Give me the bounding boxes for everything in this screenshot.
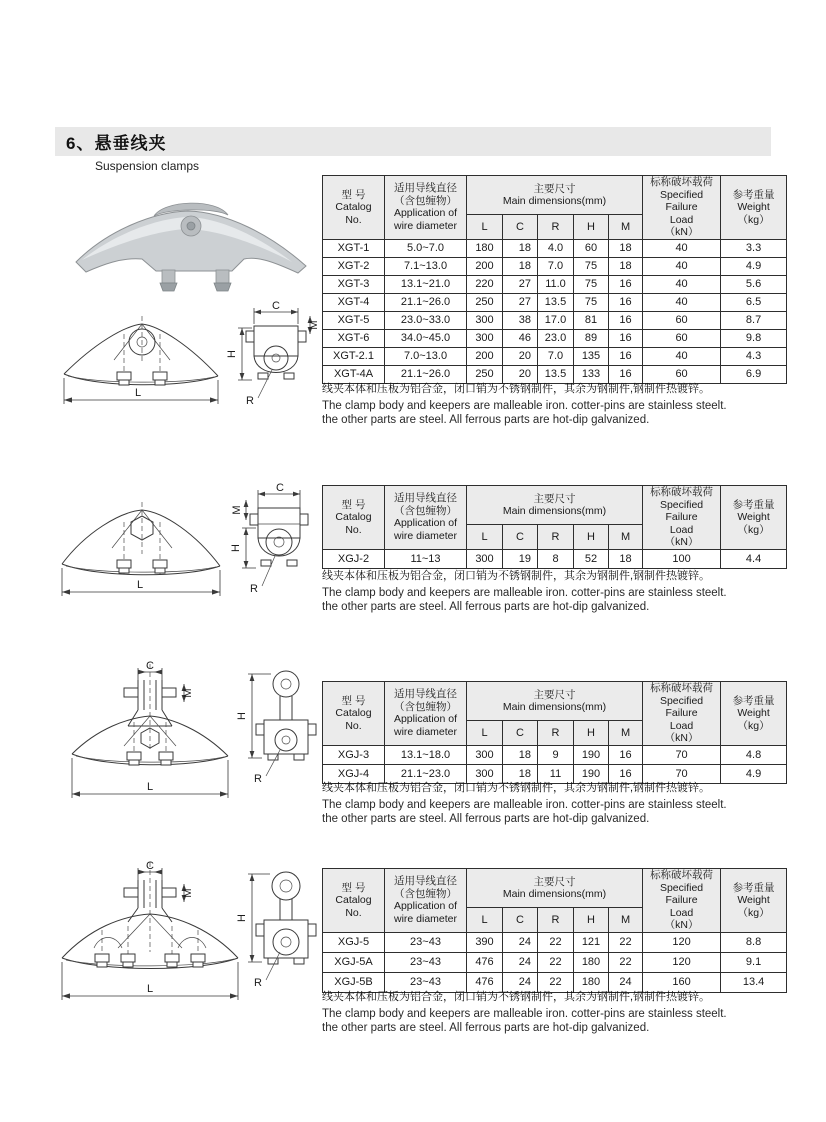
value-cell: 5.0~7.0 [385,239,467,257]
table-body-xgj3-4 [323,745,787,783]
value-cell: 390 [467,932,503,952]
value-cell: 13.4 [721,972,787,992]
table-row [323,275,787,293]
notes-xgj2 [322,567,794,614]
col-header-C: C [503,721,538,745]
value-cell: 250 [467,365,503,383]
value-cell: 11.0 [538,275,574,293]
technical-drawing-xgt [58,300,322,420]
value-cell: 8.8 [721,932,787,952]
notes-xgj5 [322,988,794,1035]
note-chinese: 线夹本体和压板为铝合金，闭口销为不锈钢制件，其余为钢制件,钢制件热镀锌。 [322,991,711,1003]
dim-label-r: R [254,977,262,989]
value-cell: 9.8 [721,329,787,347]
value-cell: 300 [467,764,503,783]
dim-label-c: C [146,660,154,672]
technical-drawing-xgj5 [54,854,324,1012]
value-cell: 23~43 [385,952,467,972]
col-header-H: H [574,908,609,932]
col-header-R: R [538,908,574,932]
catalog-no-cell: XGJ-4 [323,764,385,783]
value-cell: 7.0 [538,347,574,365]
value-cell: 18 [609,239,643,257]
value-cell: 200 [467,257,503,275]
col-header-M: M [609,525,643,549]
table-body-xgj2 [323,549,787,568]
value-cell: 22 [538,952,574,972]
col-header-dimensions: 主要尺寸 Main dimensions(mm) [467,682,643,721]
col-header-weight: 参考重量 Weight （kg） [721,486,787,550]
value-cell: 18 [503,257,538,275]
value-cell: 220 [467,275,503,293]
col-header-C: C [503,215,538,239]
value-cell: 20 [503,347,538,365]
value-cell: 75 [574,293,609,311]
value-cell: 75 [574,275,609,293]
value-cell: 22 [538,932,574,952]
value-cell: 40 [643,239,721,257]
table-row [323,745,787,764]
col-header-L: L [467,721,503,745]
value-cell: 34.0~45.0 [385,329,467,347]
value-cell: 16 [609,365,643,383]
col-header-M: M [609,721,643,745]
value-cell: 6.5 [721,293,787,311]
value-cell: 16 [609,311,643,329]
col-header-L: L [467,215,503,239]
value-cell: 3.3 [721,239,787,257]
value-cell: 300 [467,745,503,764]
table-row [323,257,787,275]
value-cell: 23~43 [385,972,467,992]
col-header-application: 适用导线直径 （含包缠物） Application of wire diameter [385,176,467,240]
col-header-C: C [503,525,538,549]
value-cell: 16 [609,293,643,311]
value-cell: 4.3 [721,347,787,365]
value-cell: 4.0 [538,239,574,257]
value-cell: 23.0~33.0 [385,311,467,329]
value-cell: 160 [643,972,721,992]
col-header-load: 标称破坏载荷 Specified Failure Load （kN） [643,176,721,240]
table-row [323,239,787,257]
catalog-no-cell: XGT-4A [323,365,385,383]
page-title: 6、悬垂线夹 [66,134,167,153]
dim-label-l: L [134,387,142,399]
col-header-dimensions: 主要尺寸 Main dimensions(mm) [467,869,643,908]
value-cell: 7.0 [538,257,574,275]
value-cell: 190 [574,764,609,783]
value-cell: 23~43 [385,932,467,952]
col-header-L: L [467,525,503,549]
value-cell: 4.4 [721,549,787,568]
technical-drawing-xgj2 [56,480,322,614]
table-body-xgt [323,239,787,383]
spec-table-xgj2 [322,485,787,569]
value-cell: 135 [574,347,609,365]
col-header-R: R [538,525,574,549]
value-cell: 52 [574,549,609,568]
value-cell: 190 [574,745,609,764]
value-cell: 27 [503,275,538,293]
dim-label-m: M [231,505,243,515]
dim-label-m: M [182,688,194,698]
value-cell: 16 [609,329,643,347]
col-header-catalog: 型 号 Catalog No. [323,176,385,240]
value-cell: 23.0 [538,329,574,347]
value-cell: 81 [574,311,609,329]
value-cell: 4.9 [721,257,787,275]
col-header-load: 标称破坏载荷 Specified Failure Load （kN） [643,486,721,550]
value-cell: 120 [643,952,721,972]
notes-xgt [322,380,794,427]
value-cell: 250 [467,293,503,311]
value-cell: 38 [503,311,538,329]
catalog-no-cell: XGT-2 [323,257,385,275]
col-header-application: 适用导线直径 （含包缠物） Application of wire diameter [385,869,467,933]
value-cell: 13.5 [538,293,574,311]
value-cell: 18 [503,745,538,764]
col-header-weight: 参考重量 Weight （kg） [721,869,787,933]
value-cell: 20 [503,365,538,383]
value-cell: 180 [467,239,503,257]
value-cell: 60 [574,239,609,257]
value-cell: 75 [574,257,609,275]
dim-label-c: C [146,860,154,872]
value-cell: 476 [467,972,503,992]
value-cell: 7.0~13.0 [385,347,467,365]
dim-label-l: L [146,983,154,995]
catalog-no-cell: XGT-3 [323,275,385,293]
value-cell: 16 [609,764,643,783]
value-cell: 21.1~26.0 [385,293,467,311]
value-cell: 11~13 [385,549,467,568]
table-row [323,549,787,568]
value-cell: 40 [643,293,721,311]
col-header-load: 标称破坏载荷 Specified Failure Load （kN） [643,682,721,746]
value-cell: 133 [574,365,609,383]
value-cell: 18 [503,764,538,783]
catalog-no-cell: XGJ-2 [323,549,385,568]
catalog-no-cell: XGT-5 [323,311,385,329]
col-header-R: R [538,215,574,239]
value-cell: 16 [609,347,643,365]
value-cell: 18 [609,549,643,568]
catalog-no-cell: XGJ-5 [323,932,385,952]
col-header-H: H [574,721,609,745]
value-cell: 13.1~18.0 [385,745,467,764]
value-cell: 40 [643,257,721,275]
value-cell: 16 [609,745,643,764]
value-cell: 6.9 [721,365,787,383]
dim-label-m: M [308,320,320,330]
col-header-R: R [538,721,574,745]
col-header-H: H [574,525,609,549]
value-cell: 100 [643,549,721,568]
col-header-dimensions: 主要尺寸 Main dimensions(mm) [467,176,643,215]
value-cell: 46 [503,329,538,347]
value-cell: 120 [643,932,721,952]
spec-table-xgj3-4 [322,681,787,784]
value-cell: 180 [574,972,609,992]
page-subtitle: Suspension clamps [95,159,200,173]
notes-xgj3-4 [322,779,794,826]
section-title-bar [55,127,771,156]
value-cell: 24 [503,932,538,952]
col-header-C: C [503,908,538,932]
value-cell: 40 [643,347,721,365]
dim-label-m: M [182,888,194,898]
value-cell: 8 [538,549,574,568]
col-header-load: 标称破坏载荷 Specified Failure Load （kN） [643,869,721,933]
value-cell: 4.9 [721,764,787,783]
value-cell: 200 [467,347,503,365]
catalog-no-cell: XGT-6 [323,329,385,347]
value-cell: 11 [538,764,574,783]
value-cell: 21.1~26.0 [385,365,467,383]
note-chinese: 线夹本体和压板为铝合金，闭口销为不锈钢制件，其余为钢制件,钢制件热镀锌。 [322,383,711,395]
value-cell: 24 [503,972,538,992]
product-photo-suspension-clamp [70,182,312,300]
value-cell: 24 [609,972,643,992]
value-cell: 5.6 [721,275,787,293]
dim-label-r: R [246,395,254,407]
value-cell: 18 [609,257,643,275]
col-header-catalog: 型 号 Catalog No. [323,869,385,933]
dim-label-r: R [250,583,258,595]
catalog-no-cell: XGT-1 [323,239,385,257]
note-chinese: 线夹本体和压板为铝合金，闭口销为不锈钢制件，其余为钢制件,钢制件热镀锌。 [322,782,711,794]
col-header-L: L [467,908,503,932]
col-header-M: M [609,215,643,239]
value-cell: 13.5 [538,365,574,383]
table-row [323,329,787,347]
catalog-no-cell: XGT-2.1 [323,347,385,365]
note-chinese: 线夹本体和压板为铝合金，闭口销为不锈钢制件，其余为钢制件,钢制件热镀锌。 [322,570,711,582]
value-cell: 21.1~23.0 [385,764,467,783]
col-header-dimensions: 主要尺寸 Main dimensions(mm) [467,486,643,525]
spec-table-xgj5 [322,868,787,993]
value-cell: 180 [574,952,609,972]
value-cell: 300 [467,329,503,347]
dim-label-h: H [236,914,248,922]
catalog-no-cell: XGJ-5A [323,952,385,972]
dim-label-l: L [146,781,154,793]
dim-label-h: H [230,544,242,552]
col-header-application: 适用导线直径 （含包缠物） Application of wire diameter [385,486,467,550]
col-header-application: 适用导线直径 （含包缠物） Application of wire diameter [385,682,467,746]
value-cell: 22 [538,972,574,992]
col-header-M: M [609,908,643,932]
col-header-H: H [574,215,609,239]
value-cell: 70 [643,764,721,783]
catalog-no-cell: XGJ-5B [323,972,385,992]
value-cell: 7.1~13.0 [385,257,467,275]
value-cell: 300 [467,549,503,568]
catalog-no-cell: XGT-4 [323,293,385,311]
value-cell: 27 [503,293,538,311]
value-cell: 22 [609,932,643,952]
table-row [323,293,787,311]
value-cell: 4.8 [721,745,787,764]
dim-label-h: H [226,350,238,358]
value-cell: 24 [503,952,538,972]
spec-table-xgt [322,175,787,384]
technical-drawing-xgj3-4 [58,658,324,812]
value-cell: 13.1~21.0 [385,275,467,293]
value-cell: 60 [643,365,721,383]
table-body-xgj5 [323,932,787,992]
value-cell: 121 [574,932,609,952]
value-cell: 89 [574,329,609,347]
note-english: The clamp body and keepers are malleable iron. cotter-pins are stainless steelt. the other parts are steel. All ferrous parts are hot-dip galvanized. [322,587,727,613]
value-cell: 17.0 [538,311,574,329]
table-row [323,932,787,952]
dim-label-h: H [236,712,248,720]
table-row [323,347,787,365]
value-cell: 70 [643,745,721,764]
dim-label-c: C [272,300,280,312]
dim-label-r: R [254,773,262,785]
note-english: The clamp body and keepers are malleable iron. cotter-pins are stainless steelt. the other parts are steel. All ferrous parts are hot-dip galvanized. [322,799,727,825]
note-english: The clamp body and keepers are malleable iron. cotter-pins are stainless steelt. the other parts are steel. All ferrous parts are hot-dip galvanized. [322,1008,727,1034]
value-cell: 60 [643,311,721,329]
value-cell: 40 [643,275,721,293]
value-cell: 476 [467,952,503,972]
value-cell: 16 [609,275,643,293]
col-header-catalog: 型 号 Catalog No. [323,486,385,550]
table-row [323,311,787,329]
value-cell: 9 [538,745,574,764]
catalog-no-cell: XGJ-3 [323,745,385,764]
col-header-weight: 参考重量 Weight （kg） [721,682,787,746]
value-cell: 300 [467,311,503,329]
value-cell: 60 [643,329,721,347]
dim-label-c: C [276,482,284,494]
value-cell: 9.1 [721,952,787,972]
col-header-catalog: 型 号 Catalog No. [323,682,385,746]
value-cell: 8.7 [721,311,787,329]
note-english: The clamp body and keepers are malleable iron. cotter-pins are stainless steelt. the other parts are steel. All ferrous parts are hot-dip galvanized. [322,400,727,426]
table-row [323,952,787,972]
col-header-weight: 参考重量 Weight （kg） [721,176,787,240]
value-cell: 18 [503,239,538,257]
value-cell: 19 [503,549,538,568]
dim-label-l: L [136,579,144,591]
value-cell: 22 [609,952,643,972]
